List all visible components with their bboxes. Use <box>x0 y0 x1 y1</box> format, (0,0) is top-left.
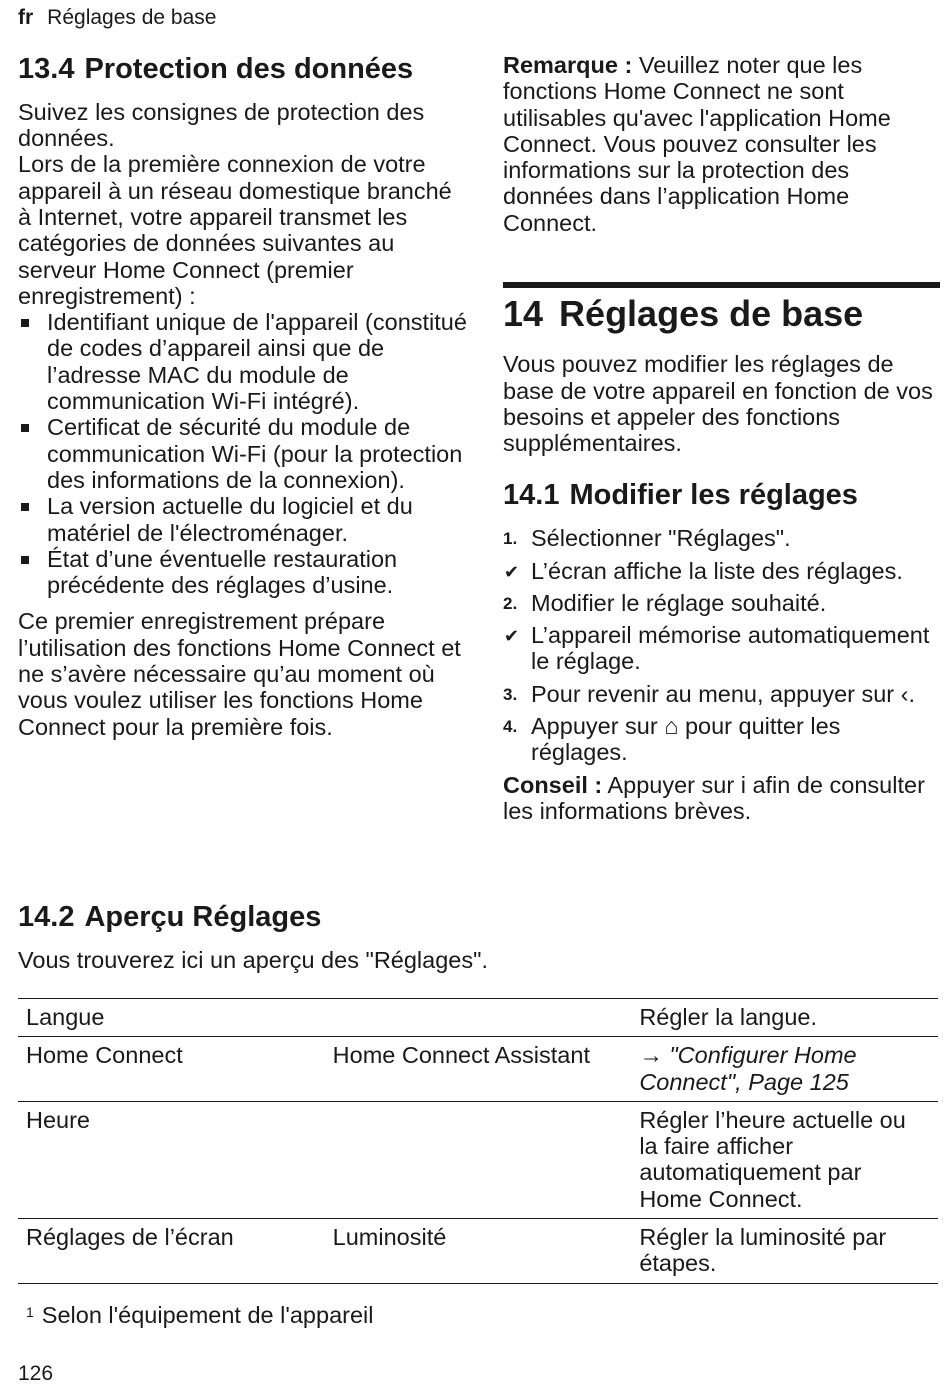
table-cell: Luminosité <box>325 1219 632 1284</box>
tip-note <box>503 772 940 825</box>
footnote <box>18 1302 373 1329</box>
header-title: Réglages de base <box>47 6 217 29</box>
section-heading-14-1 <box>503 478 940 513</box>
checkmark-icon: ✔ <box>504 626 520 647</box>
step-item: 1. Sélectionner "Réglages". <box>503 525 791 552</box>
table-cell: Langue <box>18 999 325 1037</box>
table-cell: Régler la langue. <box>631 999 938 1037</box>
bullet-square-icon <box>21 319 29 327</box>
section-number: 13.4 <box>18 53 75 85</box>
tip-label: Conseil : <box>503 771 603 798</box>
remark-note <box>503 52 940 236</box>
bullet-square-icon <box>21 424 29 432</box>
settings-overview-table <box>18 998 938 1284</box>
section-number: 14.2 <box>18 901 75 933</box>
chapter-heading-14 <box>503 292 940 335</box>
step-number: 3. <box>503 684 518 704</box>
table-cell: Home Connect <box>18 1037 325 1102</box>
language-code: fr <box>18 6 34 29</box>
result-item: ✔ L’écran affiche la liste des réglages. <box>504 557 903 584</box>
section-title: Modifier les réglages <box>569 479 858 512</box>
step-number: 4. <box>503 717 518 737</box>
section-14-2 <box>18 900 938 973</box>
table-cell: Régler l’heure actuelle ou la faire afficher automatiquement par Home Connect. <box>631 1101 938 1218</box>
table-row <box>18 1037 938 1102</box>
section-number: 14.1 <box>503 479 560 512</box>
table-cell <box>325 1101 632 1218</box>
step-item: 2. Modifier le réglage souhaité. <box>503 589 827 616</box>
section-title: Aperçu Réglages <box>84 901 322 933</box>
right-column <box>503 52 940 824</box>
table-row <box>18 1101 938 1218</box>
footnote-mark: 1 <box>26 1304 34 1320</box>
footnote-text: Selon l'équipement de l'appareil <box>41 1302 374 1328</box>
tip-text: Appuyer sur i afin de consulter les informations brèves. <box>503 771 925 824</box>
table-cell <box>631 1037 938 1102</box>
paragraph: Lors de la première connexion de votre appareil à un réseau domestique branché à Internet, votre appareil transmet les catégories de données suivantes au serveur Home Connect (premier enregistrement) : <box>18 151 452 309</box>
step-number: 1. <box>503 529 518 549</box>
section-heading-14-2 <box>18 900 938 935</box>
section-title: Protection des données <box>84 53 414 85</box>
table-cell <box>325 999 632 1037</box>
checkmark-icon: ✔ <box>504 561 520 582</box>
running-header <box>18 6 216 30</box>
paragraph: Vous trouverez ici un aperçu des "Réglages". <box>18 946 488 973</box>
bullet-square-icon <box>21 503 29 511</box>
table-row <box>18 1219 938 1284</box>
section-heading-13-4 <box>18 52 468 87</box>
paragraph: Suivez les consignes de protection des données. <box>18 98 425 152</box>
table-cell: Régler la luminosité par étapes. <box>631 1219 938 1284</box>
step-item: 3. Pour revenir au menu, appuyer sur ‹. <box>503 680 916 707</box>
left-column <box>18 52 468 740</box>
page-reference-link[interactable]: "Configurer Home Connect", Page 125 <box>639 1042 857 1095</box>
chapter-divider <box>503 282 940 335</box>
result-item: ✔ L’appareil mémorise automatiquement le réglage. <box>504 622 930 675</box>
step-number: 2. <box>503 593 518 613</box>
table-cell: Heure <box>18 1101 325 1218</box>
page-number: 126 <box>18 1362 54 1385</box>
remark-label: Remarque : <box>503 52 633 78</box>
paragraph: Ce premier enregistrement prépare l’utilisation des fonctions Home Connect et ne s’avère nécessaire qu’au moment où vous voulez utiliser les fonctions Home Connect pour la première fois. <box>18 608 461 740</box>
table-cell: Réglages de l’écran <box>18 1219 325 1284</box>
list-item: La version actuelle du logiciel et du matériel de l'électroménager. <box>18 493 468 546</box>
list-item: État d’une éventuelle restauration précédente des réglages d’usine. <box>18 546 468 599</box>
bullet-square-icon <box>21 556 29 564</box>
table-cell: Home Connect Assistant <box>325 1037 632 1102</box>
step-item: 4. Appuyer sur ⌂ pour quitter les réglages. <box>503 713 841 766</box>
table-row <box>18 999 938 1037</box>
list-item: Certificat de sécurité du module de communication Wi-Fi (pour la protection des informations de la connexion). <box>18 414 468 493</box>
chapter-number: 14 <box>503 293 544 335</box>
steps-list <box>503 525 940 765</box>
arrow-icon: → <box>639 1042 670 1069</box>
paragraph: Vous pouvez modifier les réglages de base de votre appareil en fonction de vos besoins et appeler des fonctions supplémentaires. <box>503 351 933 457</box>
list-item: Identifiant unique de l'appareil (constitué de codes d’appareil ainsi que de l’adresse MAC du module de communication Wi-Fi intégré). <box>18 309 468 414</box>
remark-text: Veuillez noter que les fonctions Home Connect ne sont utilisables qu'avec l'application Home Connect. Vous pouvez consulter les informations sur la protection des données dans l’application Home Connect. <box>503 52 891 236</box>
bullet-list <box>18 309 468 598</box>
chapter-title: Réglages de base <box>559 293 864 335</box>
